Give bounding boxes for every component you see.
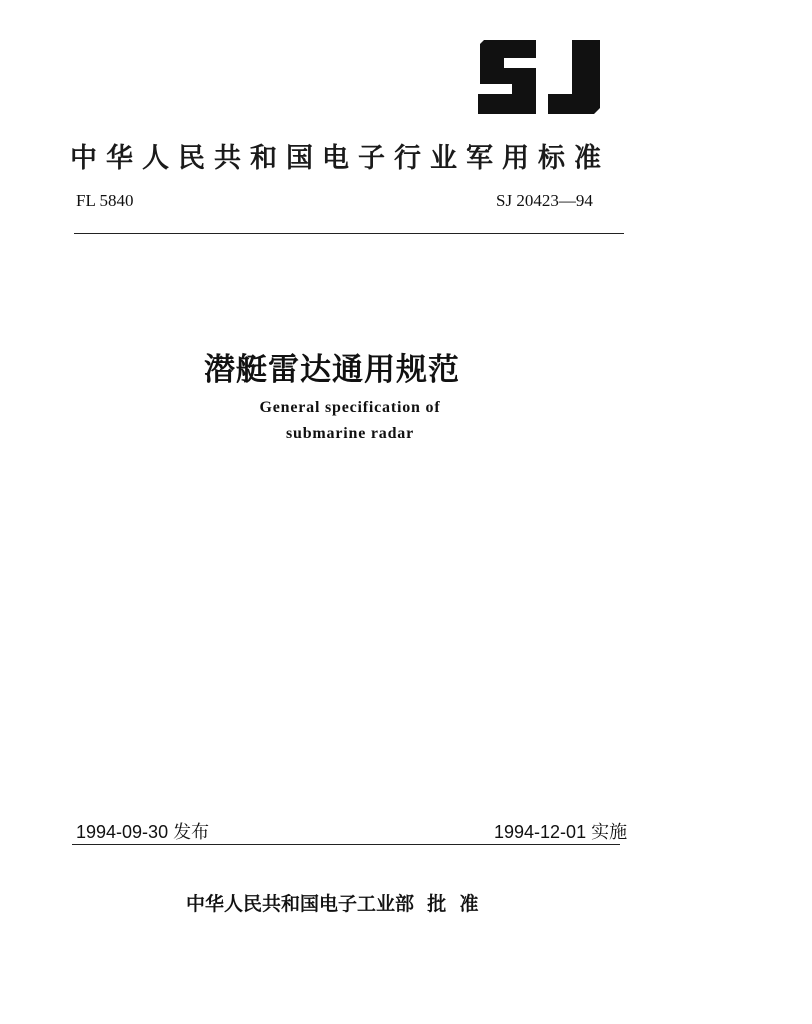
sj-logo <box>474 36 610 118</box>
document-title-en-line-1: General specification of <box>259 399 441 416</box>
standard-number: SJ 20423—94 <box>496 191 593 210</box>
approving-authority: 中华人民共和国电子工业部 批 准 <box>186 893 479 915</box>
standard-category-title: 中华人民共和国电子行业军用标准 <box>70 143 610 174</box>
header-divider <box>74 233 624 234</box>
effective-date: 1994-12-01 实施 <box>494 822 628 842</box>
classification-code: FL 5840 <box>76 191 134 210</box>
sj-logo-letter-s <box>478 40 536 114</box>
sj-logo-letter-j <box>548 40 600 114</box>
document-title-zh: 潜艇雷达通用规范 <box>204 352 460 388</box>
document-title-en-line-2: submarine radar <box>286 425 414 442</box>
footer-divider <box>72 844 620 845</box>
issue-date: 1994-09-30 发布 <box>76 822 210 842</box>
